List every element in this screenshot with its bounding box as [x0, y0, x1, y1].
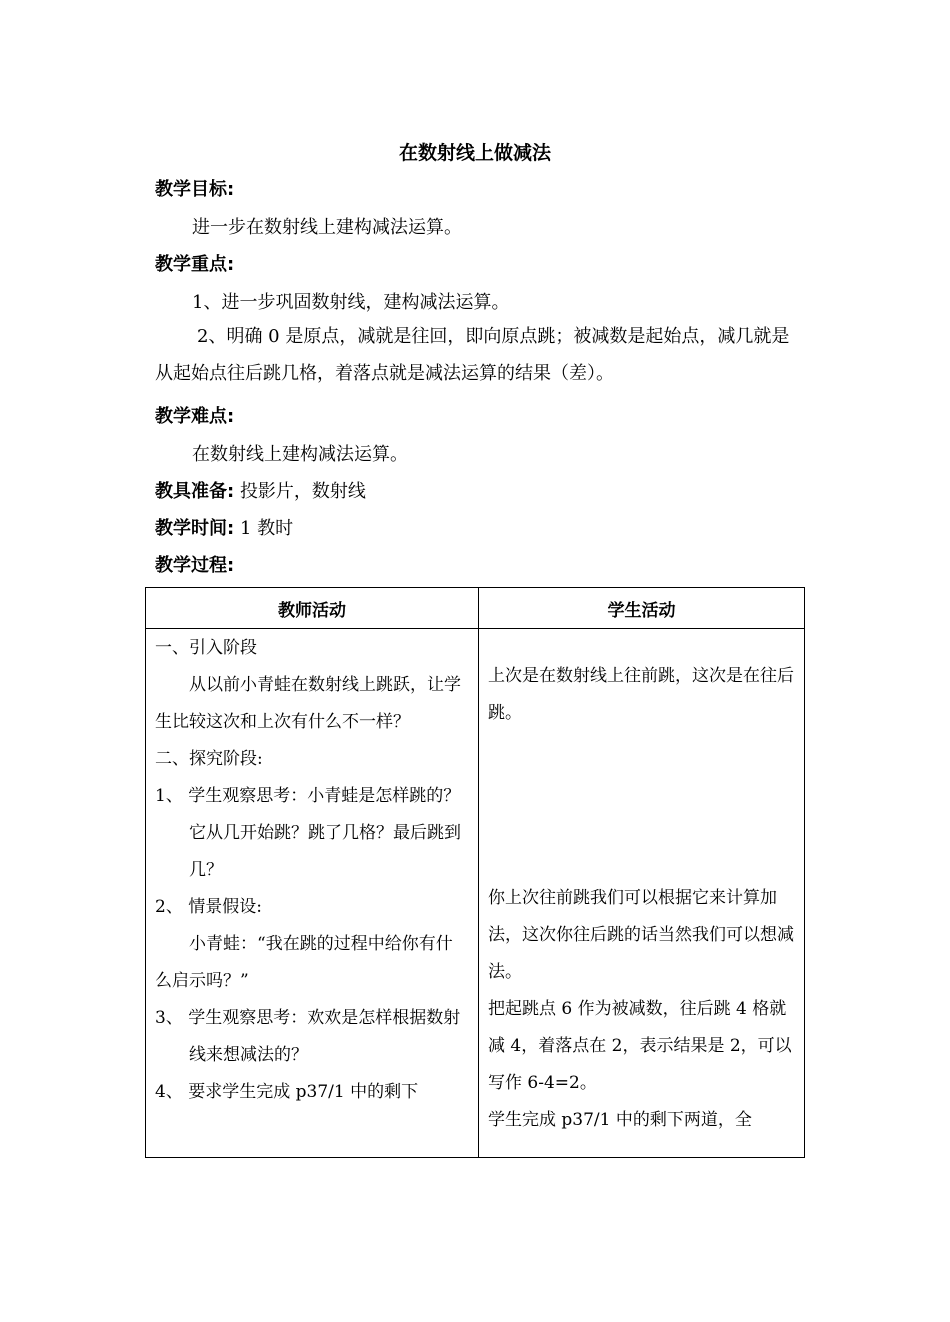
teacher-line: 1、 学生观察思考：小青蛙是怎样跳的？它从几开始跳？跳了几格？最后跳到几？	[155, 786, 461, 880]
teacher-line: 4、 要求学生完成 p37/1 中的剩下	[155, 1082, 419, 1102]
student-activity-header: 学生活动	[479, 588, 805, 629]
student-activity-cell	[479, 629, 805, 1158]
tools-label: 教具准备:	[155, 481, 235, 502]
key-points-label: 教学重点:	[155, 254, 235, 275]
table-header-row	[146, 588, 805, 629]
teacher-activity-cell	[146, 629, 479, 1158]
time-text: 1 教时	[239, 518, 294, 539]
teacher-line: 一、引入阶段	[155, 638, 257, 658]
process-label: 教学过程:	[155, 555, 235, 576]
difficulty-text: 在数射线上建构减法运算。	[192, 444, 408, 465]
time-label: 教学时间:	[155, 518, 235, 539]
time-line	[155, 514, 293, 540]
key-point-2: 2、明确 0 是原点，减就是往回，即向原点跳；被减数是起始点，减几就是从起始点往后跳几格，着落点就是减法运算的结果（差）。	[155, 326, 790, 384]
teacher-line: 从以前小青蛙在数射线上跳跃，让学生比较这次和上次有什么不一样？	[155, 675, 461, 732]
objectives-text: 进一步在数射线上建构减法运算。	[192, 217, 462, 238]
objectives-label: 教学目标:	[155, 179, 235, 200]
page-title: 在数射线上做减法	[398, 142, 551, 164]
key-point-1: 1、进一步巩固数射线，建构减法运算。	[192, 292, 510, 313]
student-line: 学生完成 p37/1 中的剩下两道，全	[488, 1110, 752, 1130]
student-line: 把起跳点 6 作为被减数，往后跳 4 格就减 4，着落点在 2，表示结果是 2，可以写作 6-4=2。	[488, 999, 792, 1093]
process-table	[145, 587, 805, 1158]
student-line: 你上次往前跳我们可以根据它来计算加法，这次你往后跳的话当然我们可以想减法。	[488, 888, 794, 982]
teacher-line: 2、 情景假设:	[155, 897, 262, 917]
tools-text: 投影片，数射线	[239, 481, 366, 502]
student-line: 上次是在数射线上往前跳，这次是在往后跳。	[488, 666, 794, 723]
table-row	[146, 629, 805, 1158]
tools-line	[155, 477, 366, 503]
difficulty-label: 教学难点:	[155, 406, 235, 427]
teacher-line: 3、 学生观察思考：欢欢是怎样根据数射线来想减法的？	[155, 1008, 461, 1065]
teacher-activity-header: 教师活动	[146, 588, 479, 629]
teacher-line: 小青蛙：“我在跳的过程中给你有什么启示吗？”	[155, 934, 453, 991]
teacher-line: 二、探究阶段:	[155, 749, 263, 769]
